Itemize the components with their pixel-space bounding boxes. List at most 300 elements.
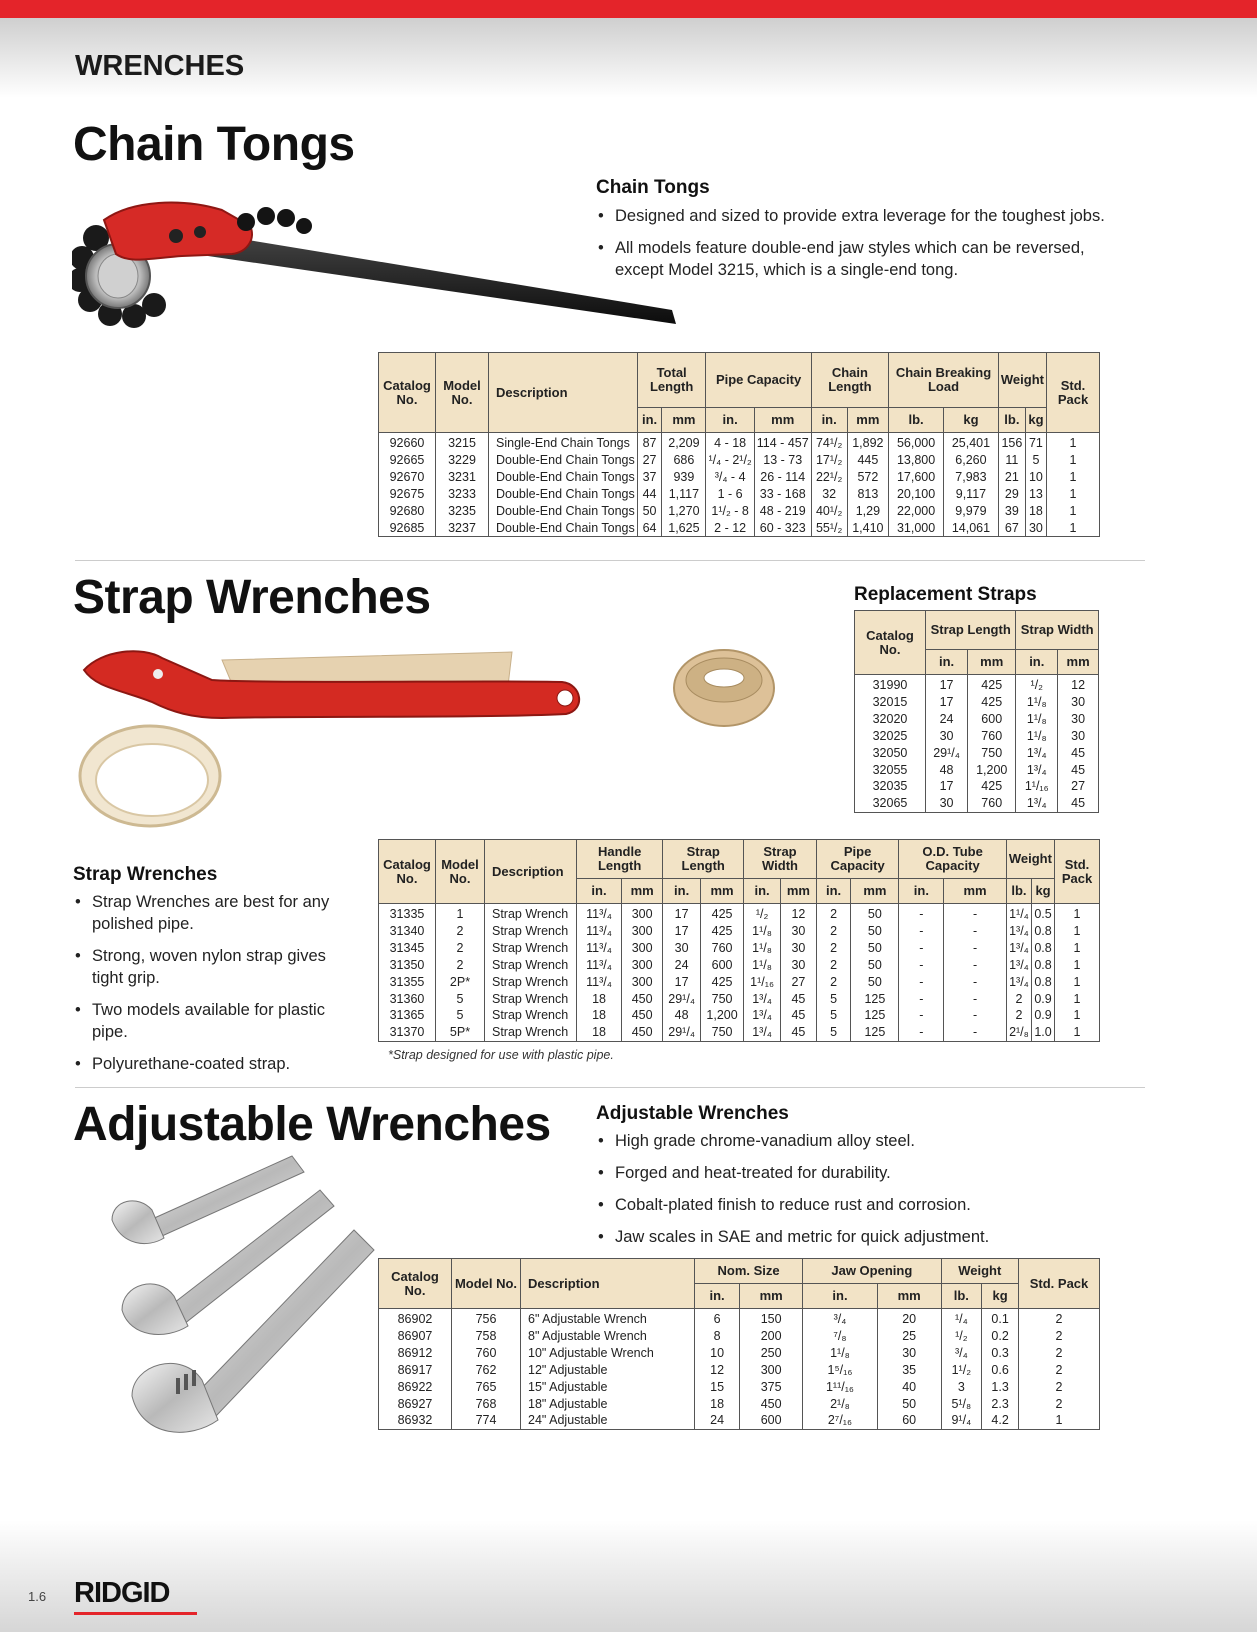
strap-wrenches-title: Strap Wrenches <box>73 571 431 624</box>
table-cell: 22¹/₂ <box>811 469 847 486</box>
table-cell: 12" Adjustable <box>521 1362 695 1379</box>
chain-tongs-title: Chain Tongs <box>73 118 355 171</box>
unit: mm <box>944 879 1007 904</box>
bullet: • Two models available for plastic pipe. <box>73 999 348 1043</box>
unit: mm <box>877 1284 941 1309</box>
table-cell: - <box>899 974 944 991</box>
table-cell: 45 <box>780 991 816 1008</box>
table-cell: 10" Adjustable Wrench <box>521 1345 695 1362</box>
adjustable-wrenches-bullets <box>596 1130 1106 1258</box>
table-cell: 0.9 <box>1032 1007 1055 1024</box>
table-cell: 425 <box>700 904 743 923</box>
table-cell: 30 <box>926 728 968 745</box>
table-cell: 3 <box>941 1379 982 1396</box>
table-cell: 3229 <box>436 452 489 469</box>
table-cell: 5P* <box>436 1024 485 1041</box>
table-cell: Double-End Chain Tongs <box>489 452 638 469</box>
table-cell: 1³/₄ <box>1016 795 1058 812</box>
table-cell: 2 <box>436 940 485 957</box>
unit: lb. <box>941 1284 982 1309</box>
table-cell: 10 <box>695 1345 740 1362</box>
table-cell: 2 <box>1006 991 1031 1008</box>
bullet: • Designed and sized to provide extra leverage for the toughest jobs. <box>596 205 1106 227</box>
table-cell: 0.8 <box>1032 940 1055 957</box>
table-cell: 40 <box>877 1379 941 1396</box>
table-cell: 11³/₄ <box>577 974 622 991</box>
table-cell: 39 <box>998 503 1025 520</box>
col-total-length: Total Length <box>637 353 706 408</box>
adjustable-wrenches-table <box>378 1258 1100 1430</box>
table-cell: 17¹/₂ <box>811 452 847 469</box>
table-cell: 1,29 <box>847 503 889 520</box>
unit: lb. <box>998 408 1025 433</box>
table-cell: - <box>944 957 1007 974</box>
table-cell: 14,061 <box>944 520 999 537</box>
col-std-pack: Std. Pack <box>1019 1259 1100 1309</box>
table-cell: 1 - 6 <box>706 486 754 503</box>
table-cell: 32065 <box>855 795 926 812</box>
table-cell: 0.9 <box>1032 991 1055 1008</box>
replacement-straps-table <box>854 610 1099 813</box>
col-weight: Weight <box>1006 840 1054 879</box>
unit: kg <box>944 408 999 433</box>
ridgid-logo: RIDGID <box>74 1577 170 1609</box>
table-cell: 32055 <box>855 762 926 779</box>
table-cell: 30 <box>877 1345 941 1362</box>
table-cell: 1¹/₁₆ <box>744 974 781 991</box>
table-cell: 7,983 <box>944 469 999 486</box>
table-cell: 2 <box>816 940 850 957</box>
table-cell: 0.8 <box>1032 974 1055 991</box>
table-cell: 1¹/₈ <box>1016 711 1058 728</box>
unit: in. <box>811 408 847 433</box>
table-cell: 1.0 <box>1032 1024 1055 1041</box>
table-row <box>855 762 1099 779</box>
table-row <box>379 957 1100 974</box>
table-cell: 3237 <box>436 520 489 537</box>
table-cell: 31335 <box>379 904 436 923</box>
table-cell: 30 <box>1025 520 1046 537</box>
table-cell: - <box>944 940 1007 957</box>
table-cell: 1¹¹/₁₆ <box>803 1379 878 1396</box>
table-cell: - <box>899 923 944 940</box>
table-cell: 774 <box>452 1412 521 1429</box>
table-cell: 2 <box>1019 1396 1100 1413</box>
table-cell: 45 <box>1058 745 1099 762</box>
table-cell: 2.3 <box>982 1396 1019 1413</box>
replacement-straps-title: Replacement Straps <box>854 584 1037 605</box>
table-cell: 32015 <box>855 694 926 711</box>
unit: in. <box>577 879 622 904</box>
page-number: 1.6 <box>28 1589 47 1604</box>
table-cell: 1,892 <box>847 433 889 452</box>
table-row <box>379 1007 1100 1024</box>
table-cell: 1¹/₄ <box>1006 904 1031 923</box>
table-cell: 29¹/₄ <box>663 1024 701 1041</box>
table-cell: 1⁵/₁₆ <box>803 1362 878 1379</box>
unit: in. <box>637 408 662 433</box>
unit: lb. <box>1006 879 1031 904</box>
table-cell: 5 <box>816 1007 850 1024</box>
table-row <box>379 923 1100 940</box>
col-description: Description <box>489 353 638 433</box>
table-cell: 1,270 <box>662 503 706 520</box>
unit: in. <box>926 650 968 675</box>
table-cell: 45 <box>780 1024 816 1041</box>
table-cell: 87 <box>637 433 662 452</box>
table-cell: Single-End Chain Tongs <box>489 433 638 452</box>
table-cell: 9,979 <box>944 503 999 520</box>
table-cell: 1 <box>1055 957 1100 974</box>
table-row <box>379 452 1100 469</box>
table-row <box>855 795 1099 812</box>
table-cell: 31365 <box>379 1007 436 1024</box>
table-cell: 20,100 <box>889 486 944 503</box>
table-cell: 12 <box>1058 675 1099 694</box>
table-cell: 1,625 <box>662 520 706 537</box>
table-cell: 86922 <box>379 1379 452 1396</box>
table-cell: 92675 <box>379 486 436 503</box>
table-cell: 375 <box>740 1379 803 1396</box>
table-cell: 750 <box>968 745 1016 762</box>
unit: mm <box>700 879 743 904</box>
table-row <box>855 728 1099 745</box>
table-cell: 60 <box>877 1412 941 1429</box>
table-cell: - <box>899 1024 944 1041</box>
table-cell: 50 <box>851 923 899 940</box>
table-cell: 31,000 <box>889 520 944 537</box>
table-cell: 150 <box>740 1309 803 1328</box>
table-cell: 17 <box>926 675 968 694</box>
table-cell: 31990 <box>855 675 926 694</box>
table-cell: 18 <box>577 1024 622 1041</box>
section-label: WRENCHES <box>75 50 245 82</box>
table-cell: 1³/₄ <box>744 1007 781 1024</box>
table-row <box>379 1412 1100 1429</box>
table-cell: 450 <box>622 1024 663 1041</box>
table-cell: Double-End Chain Tongs <box>489 469 638 486</box>
table-cell: 86912 <box>379 1345 452 1362</box>
table-cell: 762 <box>452 1362 521 1379</box>
col-catalog: Catalog No. <box>379 1259 452 1309</box>
table-cell: Strap Wrench <box>485 1007 577 1024</box>
chain-tong-image <box>72 192 677 342</box>
table-cell: 0.3 <box>982 1345 1019 1362</box>
col-std-pack: Std. Pack <box>1055 840 1100 904</box>
col-catalog: Catalog No. <box>379 353 436 433</box>
table-cell: 15 <box>695 1379 740 1396</box>
table-cell: 18 <box>1025 503 1046 520</box>
table-cell: 17 <box>663 904 701 923</box>
table-cell: 92685 <box>379 520 436 537</box>
table-cell: - <box>944 1007 1007 1024</box>
unit: kg <box>1025 408 1046 433</box>
col-handle-length: Handle Length <box>577 840 663 879</box>
table-cell: 56,000 <box>889 433 944 452</box>
table-cell: 1³/₄ <box>1006 974 1031 991</box>
bullet: • Forged and heat-treated for durability. <box>596 1162 1106 1184</box>
chain-tongs-table <box>378 352 1100 537</box>
table-cell: 2 <box>816 923 850 940</box>
bullet: • Strong, woven nylon strap gives tight grip. <box>73 945 348 989</box>
table-cell: 200 <box>740 1328 803 1345</box>
table-cell: 0.6 <box>982 1362 1019 1379</box>
bullet: • Jaw scales in SAE and metric for quick adjustment. <box>596 1226 1106 1248</box>
table-row <box>379 991 1100 1008</box>
table-cell: 29 <box>998 486 1025 503</box>
table-cell: 92665 <box>379 452 436 469</box>
table-row <box>379 1328 1100 1345</box>
table-cell: 30 <box>780 940 816 957</box>
table-cell: 450 <box>622 991 663 1008</box>
table-cell: 3233 <box>436 486 489 503</box>
table-cell: 1 <box>1047 520 1100 537</box>
table-cell: 445 <box>847 452 889 469</box>
table-cell: 600 <box>700 957 743 974</box>
table-cell: 1³/₄ <box>1006 957 1031 974</box>
table-cell: 27 <box>780 974 816 991</box>
table-row <box>379 1024 1100 1041</box>
table-cell: 17 <box>663 974 701 991</box>
table-cell: 24 <box>695 1412 740 1429</box>
table-cell: 2 <box>1019 1362 1100 1379</box>
table-cell: 1 <box>1047 486 1100 503</box>
table-cell: 48 <box>926 762 968 779</box>
table-cell: ¹/₄ - 2¹/₂ <box>706 452 754 469</box>
table-cell: 1.3 <box>982 1379 1019 1396</box>
table-cell: Strap Wrench <box>485 923 577 940</box>
table-cell: 1¹/₈ <box>744 923 781 940</box>
table-cell: 425 <box>700 974 743 991</box>
table-cell: ³/₄ <box>941 1345 982 1362</box>
table-cell: 3231 <box>436 469 489 486</box>
table-cell: 1³/₄ <box>1016 762 1058 779</box>
table-cell: - <box>944 1024 1007 1041</box>
table-cell: - <box>899 904 944 923</box>
unit: in. <box>663 879 701 904</box>
table-cell: 4 - 18 <box>706 433 754 452</box>
replacement-strap-image <box>668 636 780 732</box>
table-cell: Strap Wrench <box>485 974 577 991</box>
table-cell: 11 <box>998 452 1025 469</box>
table-cell: 5 <box>816 991 850 1008</box>
table-cell: 30 <box>663 940 701 957</box>
table-cell: 50 <box>851 974 899 991</box>
table-cell: 1 <box>1055 991 1100 1008</box>
table-cell: 17 <box>663 923 701 940</box>
table-cell: 2¹/₈ <box>1006 1024 1031 1041</box>
col-strap-width: Strap Width <box>1016 611 1099 650</box>
bullet: • All models feature double-end jaw styles which can be reversed, except Model 3215, which is a single-end tong. <box>596 237 1106 281</box>
table-cell: - <box>944 904 1007 923</box>
table-cell: 11³/₄ <box>577 957 622 974</box>
logo-underline <box>74 1612 197 1615</box>
table-cell: 32025 <box>855 728 926 745</box>
table-cell: 760 <box>700 940 743 957</box>
col-strap-width: Strap Width <box>744 840 817 879</box>
table-cell: 425 <box>700 923 743 940</box>
table-cell: 1¹/₈ <box>744 940 781 957</box>
table-cell: 750 <box>700 991 743 1008</box>
table-cell: 31370 <box>379 1024 436 1041</box>
table-cell: 1¹/₈ <box>1016 728 1058 745</box>
table-cell: - <box>899 940 944 957</box>
col-std-pack: Std. Pack <box>1047 353 1100 433</box>
col-strap-length: Strap Length <box>663 840 744 879</box>
col-pipe-capacity: Pipe Capacity <box>816 840 899 879</box>
table-cell: 0.5 <box>1032 904 1055 923</box>
strap-wrench-image <box>72 640 592 832</box>
table-cell: 2⁷/₁₆ <box>803 1412 878 1429</box>
table-cell: 2 <box>436 923 485 940</box>
table-cell: 30 <box>1058 694 1099 711</box>
col-weight: Weight <box>941 1259 1019 1284</box>
table-cell: 50 <box>851 940 899 957</box>
table-cell: 0.8 <box>1032 923 1055 940</box>
table-row <box>379 1345 1100 1362</box>
unit: mm <box>622 879 663 904</box>
table-cell: 300 <box>740 1362 803 1379</box>
table-cell: 31350 <box>379 957 436 974</box>
col-breaking-load: Chain Breaking Load <box>889 353 999 408</box>
table-cell: 24" Adjustable <box>521 1412 695 1429</box>
table-cell: 156 <box>998 433 1025 452</box>
col-description: Description <box>521 1259 695 1309</box>
table-cell: 2 <box>816 974 850 991</box>
table-cell: 765 <box>452 1379 521 1396</box>
table-row <box>379 433 1100 452</box>
table-cell: ¹/₂ <box>744 904 781 923</box>
table-cell: - <box>899 991 944 1008</box>
table-cell: 425 <box>968 778 1016 795</box>
table-row <box>379 904 1100 923</box>
table-cell: 1 <box>1047 433 1100 452</box>
chain-tongs-subtitle: Chain Tongs <box>596 177 710 198</box>
table-cell: 2 <box>1006 1007 1031 1024</box>
table-cell: 10 <box>1025 469 1046 486</box>
table-row <box>855 778 1099 795</box>
table-cell: - <box>944 923 1007 940</box>
table-cell: 27 <box>637 452 662 469</box>
table-cell: 18 <box>695 1396 740 1413</box>
table-cell: 768 <box>452 1396 521 1413</box>
table-cell: 450 <box>622 1007 663 1024</box>
table-cell: 17,600 <box>889 469 944 486</box>
table-cell: 5 <box>436 1007 485 1024</box>
table-cell: 1 <box>1047 503 1100 520</box>
table-cell: 22,000 <box>889 503 944 520</box>
table-cell: 5¹/₈ <box>941 1396 982 1413</box>
bullet: • Strap Wrenches are best for any polished pipe. <box>73 891 348 935</box>
table-cell: 86927 <box>379 1396 452 1413</box>
table-cell: 2 <box>436 957 485 974</box>
unit: lb. <box>889 408 944 433</box>
table-cell: 86917 <box>379 1362 452 1379</box>
table-cell: 1 <box>1019 1412 1100 1429</box>
table-cell: 50 <box>851 957 899 974</box>
table-cell: 18" Adjustable <box>521 1396 695 1413</box>
table-cell: 5 <box>436 991 485 1008</box>
table-cell: 50 <box>851 904 899 923</box>
table-cell: 30 <box>926 795 968 812</box>
table-row <box>379 1362 1100 1379</box>
table-cell: 939 <box>662 469 706 486</box>
col-model: Model No. <box>436 353 489 433</box>
table-cell: 750 <box>700 1024 743 1041</box>
table-cell: 32020 <box>855 711 926 728</box>
table-cell: 1¹/₈ <box>1016 694 1058 711</box>
table-cell: 32050 <box>855 745 926 762</box>
table-row <box>379 1396 1100 1413</box>
table-cell: 5 <box>816 1024 850 1041</box>
table-row <box>855 711 1099 728</box>
unit: mm <box>662 408 706 433</box>
table-cell: 3235 <box>436 503 489 520</box>
table-cell: 125 <box>851 1007 899 1024</box>
table-cell: 2 <box>1019 1328 1100 1345</box>
unit: in. <box>695 1284 740 1309</box>
table-cell: 11³/₄ <box>577 904 622 923</box>
table-cell: 17 <box>926 694 968 711</box>
col-pipe-capacity: Pipe Capacity <box>706 353 811 408</box>
table-cell: 86902 <box>379 1309 452 1328</box>
table-cell: ³/₄ <box>803 1309 878 1328</box>
table-cell: 27 <box>1058 778 1099 795</box>
table-cell: 5 <box>1025 452 1046 469</box>
table-cell: 29¹/₄ <box>663 991 701 1008</box>
table-cell: 13 <box>1025 486 1046 503</box>
table-row <box>379 486 1100 503</box>
table-cell: 756 <box>452 1309 521 1328</box>
footer-gradient <box>0 1520 1257 1632</box>
table-cell: 48 <box>663 1007 701 1024</box>
table-cell: 64 <box>637 520 662 537</box>
unit: in. <box>803 1284 878 1309</box>
table-cell: 125 <box>851 1024 899 1041</box>
table-cell: Strap Wrench <box>485 991 577 1008</box>
table-cell: 1³/₄ <box>744 991 781 1008</box>
unit: in. <box>744 879 781 904</box>
table-cell: 6,260 <box>944 452 999 469</box>
table-cell: - <box>899 957 944 974</box>
bullet: • High grade chrome-vanadium alloy steel. <box>596 1130 1106 1152</box>
table-cell: 74¹/₂ <box>811 433 847 452</box>
table-cell: 1¹/₈ <box>803 1345 878 1362</box>
table-cell: - <box>944 974 1007 991</box>
table-cell: 33 - 168 <box>754 486 811 503</box>
table-cell: 11³/₄ <box>577 923 622 940</box>
chain-tongs-bullets <box>596 205 1106 291</box>
table-cell: 2 <box>816 904 850 923</box>
table-cell: 45 <box>780 1007 816 1024</box>
table-row <box>379 1309 1100 1328</box>
table-cell: 31340 <box>379 923 436 940</box>
table-cell: 9¹/₄ <box>941 1412 982 1429</box>
strap-wrenches-bullets <box>73 891 348 1085</box>
table-cell: 1¹/₁₆ <box>1016 778 1058 795</box>
table-cell: 300 <box>622 974 663 991</box>
table-cell: 686 <box>662 452 706 469</box>
table-cell: 600 <box>968 711 1016 728</box>
table-cell: 32 <box>811 486 847 503</box>
col-chain-length: Chain Length <box>811 353 888 408</box>
table-cell: 2 <box>1019 1379 1100 1396</box>
table-cell: 45 <box>1058 795 1099 812</box>
table-cell: 760 <box>968 728 1016 745</box>
col-model: Model No. <box>452 1259 521 1309</box>
table-cell: 6 <box>695 1309 740 1328</box>
table-cell: 3215 <box>436 433 489 452</box>
